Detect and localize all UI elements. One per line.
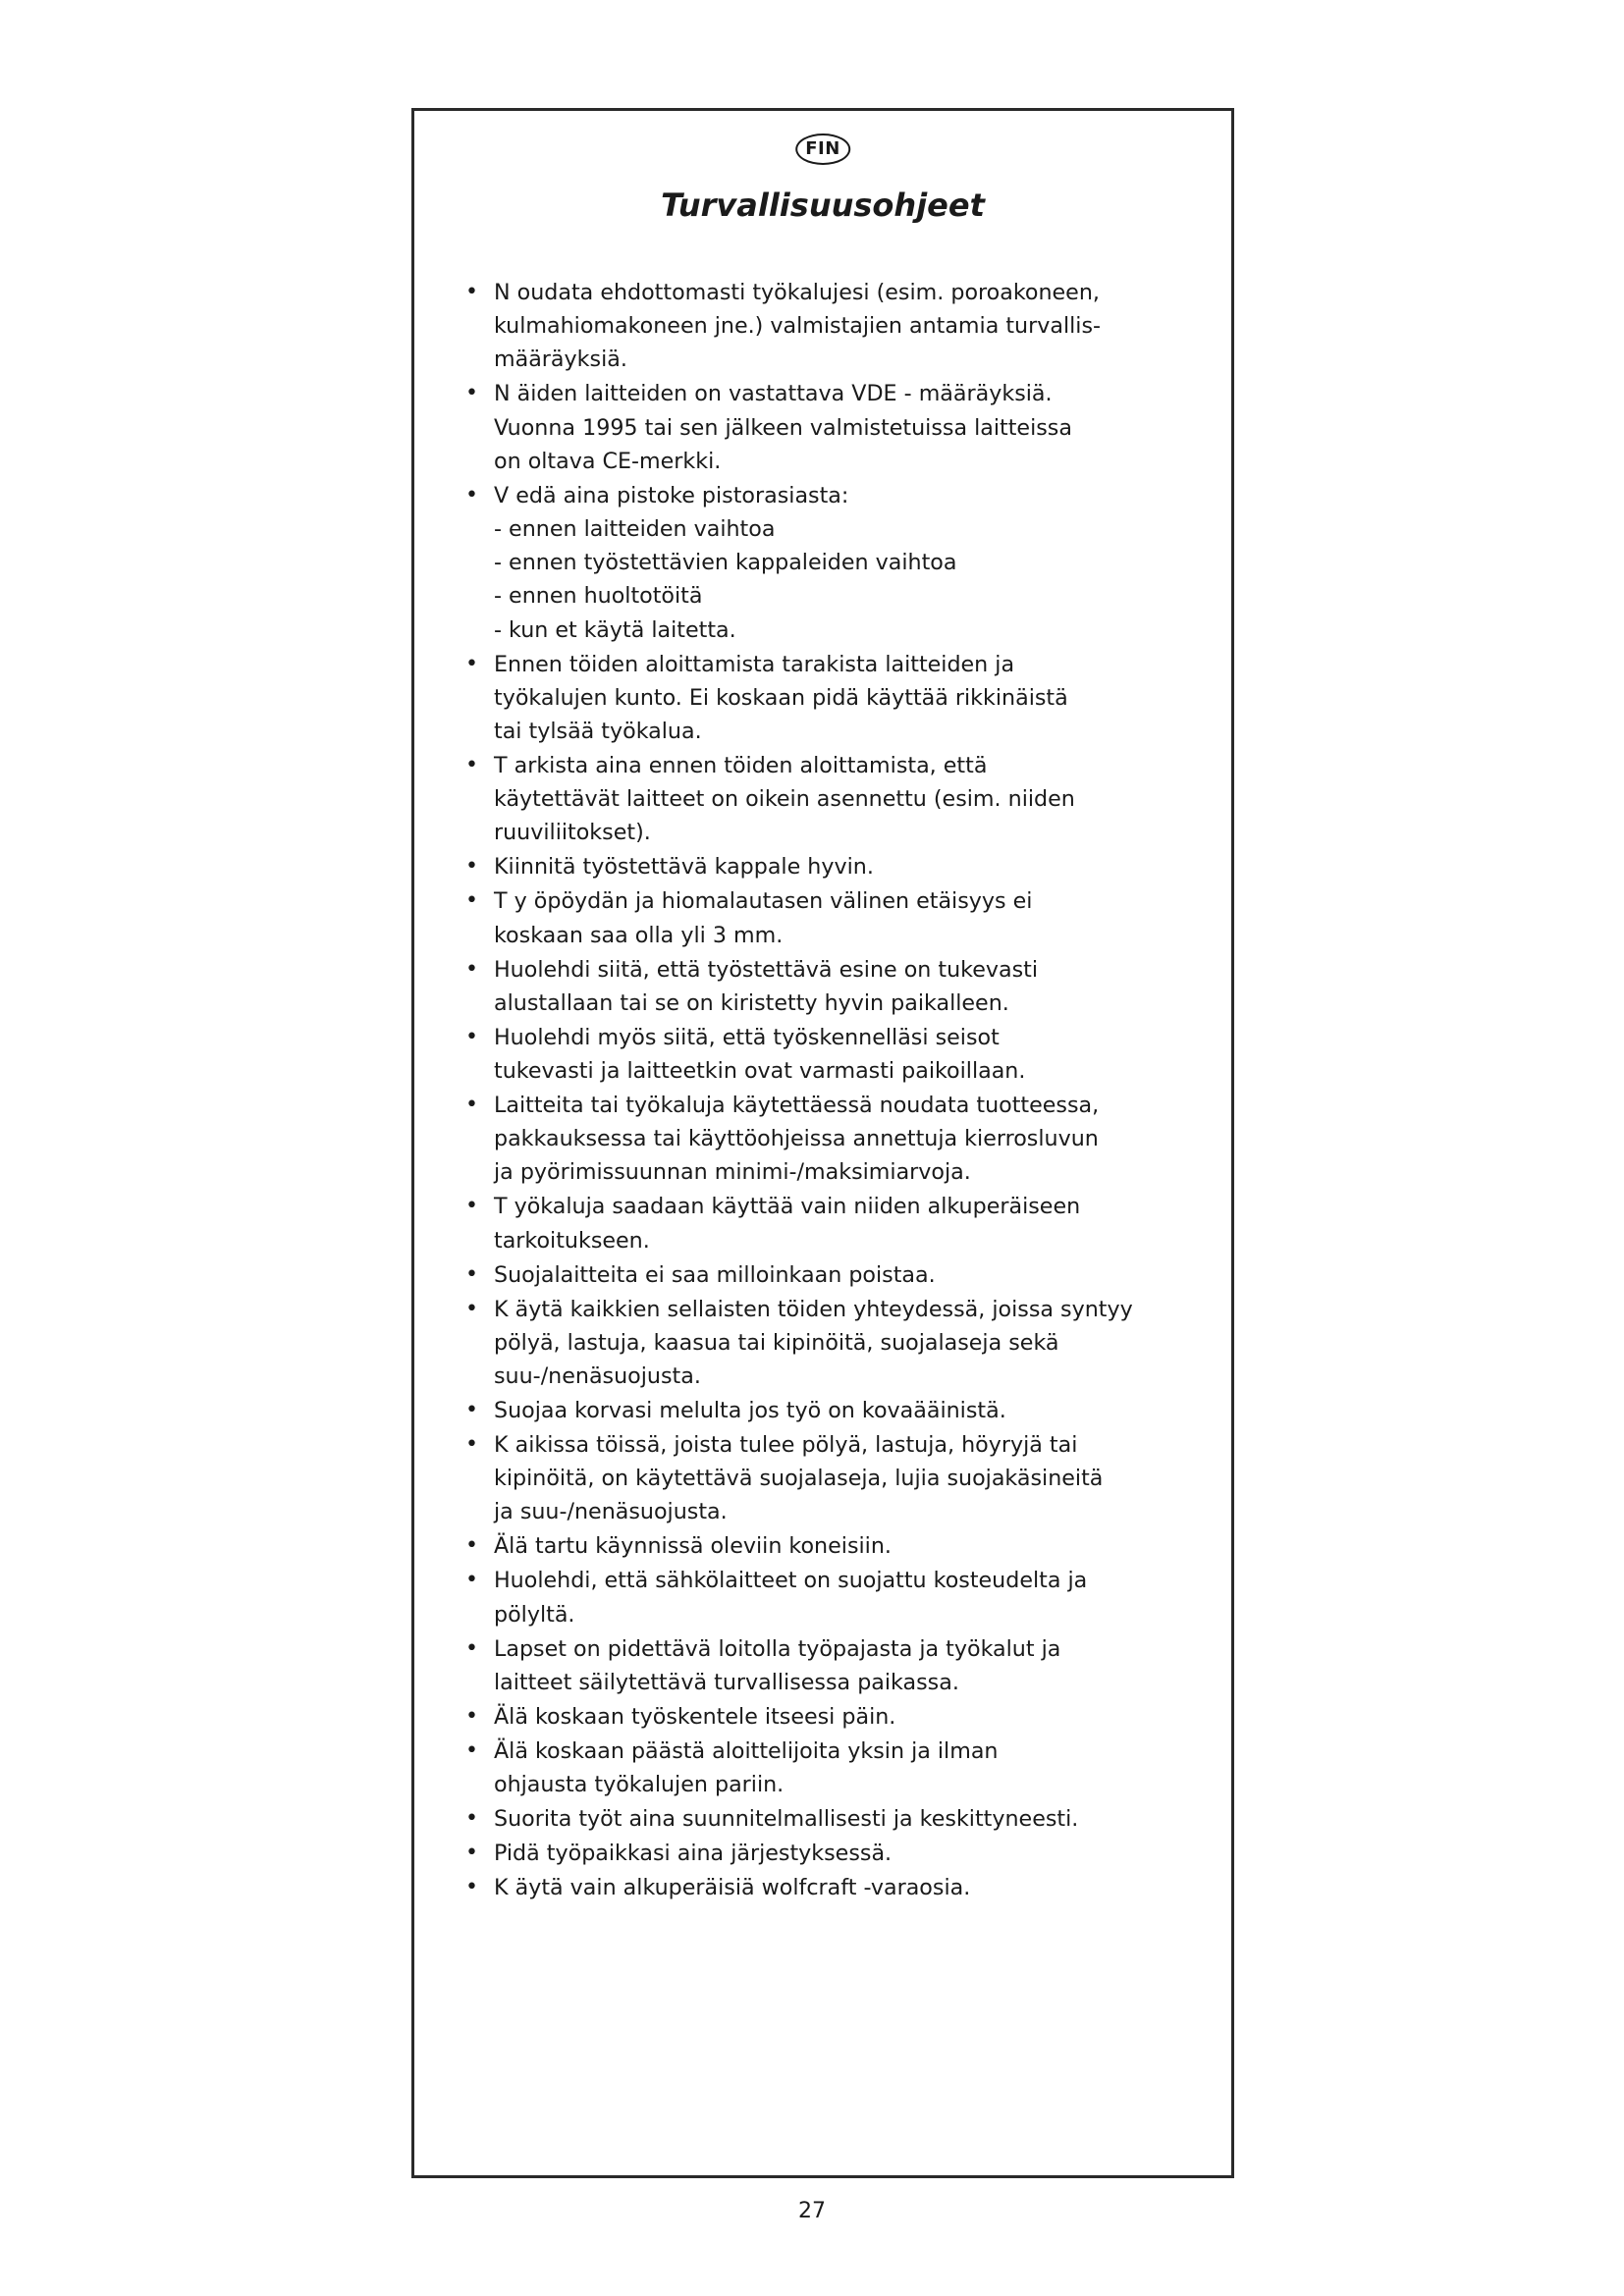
- content-frame: [411, 108, 1234, 2178]
- list-item: [465, 1802, 1153, 1836]
- list-item-text: Älä koskaan päästä aloittelijoita yksin ja ilman ohjausta työkalujen pariin.: [494, 1737, 999, 1798]
- list-item: [465, 1529, 1153, 1563]
- list-item: [465, 884, 1153, 951]
- list-item: [465, 749, 1153, 850]
- list-item: [465, 1871, 1153, 1904]
- bullet-icon: •: [465, 1024, 478, 1049]
- list-item-text: T y öpöydän ja hiomalautasen välinen etäisyys ei koskaan saa olla yli 3 mm.: [494, 888, 1033, 948]
- list-item-text: K äytä kaikkien sellaisten töiden yhteydessä, joissa syntyy pölyä, lastuja, kaasua tai kipinöitä, suojalaseja sekä suu-/nenäsuojusta.: [494, 1296, 1133, 1390]
- bullet-icon: •: [465, 1875, 478, 1900]
- list-item: [465, 1089, 1153, 1190]
- language-badge: FIN: [795, 133, 850, 165]
- list-item-text: Suojalaitteita ei saa milloinkaan poistaa.: [494, 1261, 936, 1288]
- bullet-icon: •: [465, 1432, 478, 1458]
- list-item: [465, 1021, 1153, 1088]
- list-item: [465, 1700, 1153, 1734]
- bullet-icon: •: [465, 1737, 478, 1763]
- bullet-icon: •: [465, 482, 478, 507]
- bullet-icon: •: [465, 753, 478, 778]
- list-item-text: V edä aina pistoke pistorasiasta: - ennen laitteiden vaihtoa - ennen työstettävien kappaleiden vaihtoa - ennen huoltotöitä - kun et käytä laitetta.: [494, 482, 957, 643]
- list-item-text: T yökaluja saadaan käyttää vain niiden alkuperäiseen tarkoitukseen.: [494, 1194, 1081, 1254]
- bullet-icon: •: [465, 1296, 478, 1321]
- list-item-text: Kiinnitä työstettävä kappale hyvin.: [494, 854, 874, 881]
- list-item-text: Laitteita tai työkaluja käytettäessä noudata tuotteessa, pakkauksessa tai käyttöohjeissa annettuja kierrosluvun ja pyörimissuunnan minimi-/maksimiarvoja.: [494, 1093, 1100, 1186]
- list-item: [465, 1394, 1153, 1427]
- list-item: [465, 1293, 1153, 1394]
- bullet-icon: •: [465, 854, 478, 880]
- list-item-text: Suorita työt aina suunnitelmallisesti ja keskittyneesti.: [494, 1806, 1079, 1833]
- bullet-icon: •: [465, 888, 478, 914]
- list-item: [465, 648, 1153, 749]
- list-item-text: Älä koskaan työskentele itseesi päin.: [494, 1703, 896, 1730]
- list-item: [465, 1735, 1153, 1801]
- bullet-icon: •: [465, 1635, 478, 1661]
- list-item-text: N oudata ehdottomasti työkalujesi (esim. poroakoneen, kulmahiomakoneen jne.) valmistajien antamia turvallis- määräyksiä.: [494, 280, 1102, 373]
- bullet-icon: •: [465, 1841, 478, 1866]
- list-item-text: Huolehdi siitä, että työstettävä esine on tukevasti alustallaan tai se on kiristetty hyvin paikalleen.: [494, 956, 1039, 1016]
- bullet-icon: •: [465, 1703, 478, 1729]
- list-item-text: Suojaa korvasi melulta jos työ on kovaääinistä.: [494, 1398, 1006, 1424]
- page-number: 27: [798, 2199, 826, 2223]
- bullet-icon: •: [465, 1533, 478, 1559]
- list-item: [465, 276, 1153, 377]
- list-item: [465, 850, 1153, 883]
- list-item-text: K äytä vain alkuperäisiä wolfcraft -varaosia.: [494, 1875, 971, 1901]
- bullet-icon: •: [465, 1261, 478, 1287]
- bullet-icon: •: [465, 651, 478, 676]
- bullet-icon: •: [465, 280, 478, 304]
- bullet-icon: •: [465, 1093, 478, 1118]
- list-item-text: Ennen töiden aloittamista tarakista laitteiden ja työkalujen kunto. Ei koskaan pidä käyttää rikkinäistä tai tylsää työkalua.: [494, 651, 1068, 745]
- bullet-icon: •: [465, 1398, 478, 1423]
- list-item-text: Huolehdi myös siitä, että työskennelläsi seisot tukevasti ja laitteetkin ovat varmasti paikoillaan.: [494, 1024, 1026, 1085]
- bullet-icon: •: [465, 381, 478, 406]
- list-item-text: Pidä työpaikkasi aina järjestyksessä.: [494, 1841, 893, 1867]
- list-item: [465, 377, 1153, 478]
- list-item-text: N äiden laitteiden on vastattava VDE - määräyksiä. Vuonna 1995 tai sen jälkeen valmistetuissa laitteissa on oltava CE-merkki.: [494, 381, 1072, 474]
- page-title: Turvallisuusohjeet: [661, 187, 985, 224]
- list-item-text: Älä tartu käynnissä oleviin koneisiin.: [494, 1533, 892, 1560]
- bullet-icon: •: [465, 1806, 478, 1832]
- safety-instructions-list: [465, 276, 1153, 1905]
- list-item: [465, 1837, 1153, 1870]
- list-item: [465, 953, 1153, 1020]
- list-item-text: T arkista aina ennen töiden aloittamista, että käytettävät laitteet on oikein asennettu (esim. niiden ruuviliitokset).: [494, 753, 1075, 846]
- list-item: [465, 1632, 1153, 1699]
- list-item: [465, 1258, 1153, 1292]
- bullet-icon: •: [465, 1568, 478, 1593]
- list-item: [465, 1564, 1153, 1630]
- list-item: [465, 1428, 1153, 1529]
- list-item-text: Huolehdi, että sähkölaitteet on suojattu kosteudelta ja pölyltä.: [494, 1568, 1088, 1628]
- bullet-icon: •: [465, 1194, 478, 1219]
- bullet-icon: •: [465, 956, 478, 982]
- list-item: [465, 479, 1153, 647]
- list-item: [465, 1190, 1153, 1256]
- list-item-text: K aikissa töissä, joista tulee pölyä, lastuja, höyryjä tai kipinöitä, on käytettävä suojalaseja, lujia suojakäsineitä ja suu-/nenäsuojusta.: [494, 1432, 1104, 1525]
- list-item-text: Lapset on pidettävä loitolla työpajasta ja työkalut ja laitteet säilytettävä turvallisessa paikassa.: [494, 1635, 1061, 1695]
